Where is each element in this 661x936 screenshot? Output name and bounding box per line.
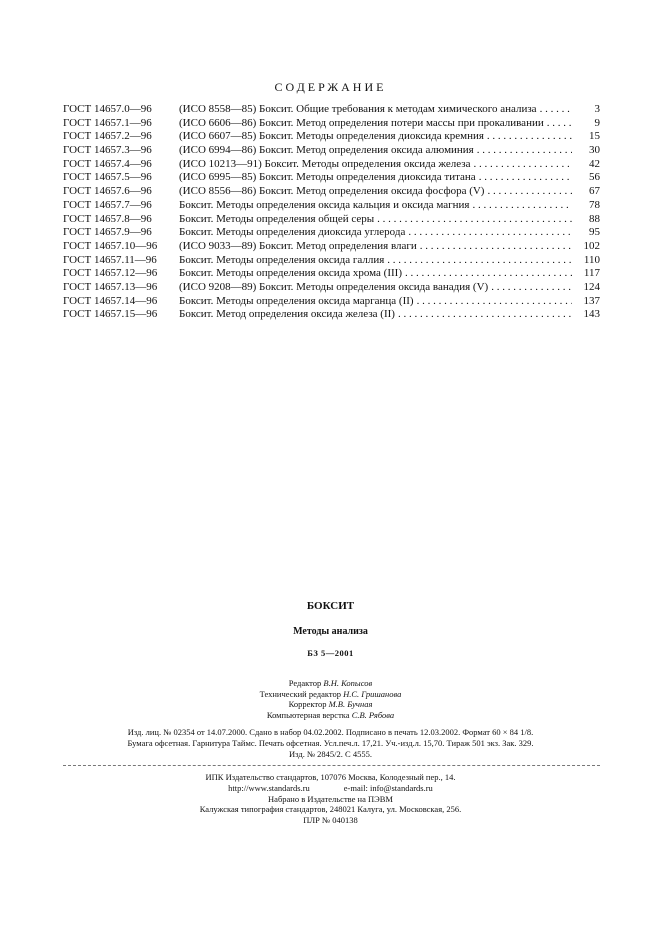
toc-entry-standard: ГОСТ 14657.8—96: [63, 212, 152, 225]
printing-house: Калужская типография стандартов, 248021 Калуга, ул. Московская, 256.: [199, 804, 462, 815]
toc-entry-page: 95: [589, 226, 600, 239]
toc-entry: [63, 130, 600, 144]
colophon-subtitle: Методы анализа: [293, 626, 368, 637]
printer-info: [0, 772, 661, 826]
toc-entry: [63, 158, 600, 172]
toc-entry-title: (ИСО 6994—86) Боксит. Метод определения оксида алюминия: [179, 144, 474, 157]
publication-line: Изд. лиц. № 02354 от 14.07.2000. Сдано в набор 04.02.2002. Подписано в печать 12.03.2002. Формат 60 × 84 1/8.: [127, 727, 534, 737]
toc-entry-standard: ГОСТ 14657.10—96: [63, 239, 158, 252]
toc-entry: [63, 267, 600, 281]
toc-entry-standard: ГОСТ 14657.5—96: [63, 171, 152, 184]
toc-entry-title: (ИСО 8556—86) Боксит. Метод определения оксида фосфора (V): [179, 185, 485, 198]
credit-role: Компьютерная верстка: [266, 709, 350, 720]
credit-line: [0, 710, 661, 721]
toc-entry: [63, 185, 600, 199]
publisher-contacts: [0, 783, 661, 794]
toc-entry-page: 143: [583, 308, 600, 321]
credit-name: Н.С. Гришанова: [343, 688, 402, 699]
publisher-email[interactable]: e-mail: info@standards.ru: [343, 782, 433, 793]
credit-role: Технический редактор: [259, 688, 341, 699]
toc-entry-page: 42: [589, 157, 600, 170]
toc-list: [63, 103, 600, 322]
credit-line: [0, 689, 661, 700]
toc-entry: [63, 308, 600, 322]
divider: [63, 765, 600, 766]
toc-entry-title: Боксит. Методы определения диоксида углерода: [179, 226, 406, 239]
publication-info: [0, 727, 661, 759]
toc-entry-page: 30: [589, 144, 600, 157]
colophon-title: БОКСИТ: [306, 600, 355, 612]
credit-name: М.В. Бучная: [328, 699, 373, 710]
toc-entry: [63, 240, 600, 254]
toc-entry-standard: ГОСТ 14657.6—96: [63, 185, 152, 198]
publisher-address: ИПК Издательство стандартов, 107076 Москва, Колодезный пер., 14.: [205, 772, 456, 782]
toc-entry-standard: ГОСТ 14657.14—96: [63, 294, 158, 307]
toc-entry-standard: ГОСТ 14657.0—96: [63, 103, 152, 115]
toc-entry-page: 117: [583, 267, 600, 280]
toc-entry-title: (ИСО 8558—85) Боксит. Общие требования к методам химического анализа: [179, 103, 537, 115]
toc-entry-page: 88: [589, 212, 600, 225]
toc-entry: [63, 199, 600, 213]
toc-entry-title: (ИСО 6607—85) Боксит. Методы определения диоксида кремния: [179, 130, 484, 143]
colophon-bz: БЗ 5—2001: [307, 648, 354, 658]
toc-entry-title: Боксит. Метод определения оксида железа (II): [179, 308, 395, 321]
toc-entry: [63, 144, 600, 158]
toc-entry-title: Боксит. Методы определения оксида кальция и оксида магния: [179, 198, 470, 211]
toc-entry: [63, 254, 600, 268]
publication-line: Изд. № 2845/2. С 4555.: [289, 748, 372, 759]
toc-entry-page: 67: [589, 185, 600, 198]
toc-entry-standard: ГОСТ 14657.3—96: [63, 144, 152, 157]
toc-entry-title: Боксит. Методы определения общей серы: [179, 212, 375, 225]
toc-entry-title: Боксит. Методы определения оксида марганца (II): [179, 294, 414, 307]
toc-entry: [63, 117, 600, 131]
toc-entry: [63, 103, 600, 117]
toc-entry-standard: ГОСТ 14657.2—96: [63, 130, 152, 143]
toc-entry-title: (ИСО 9033—89) Боксит. Метод определения влаги: [179, 239, 417, 252]
toc-entry: [63, 213, 600, 227]
toc-entry-standard: ГОСТ 14657.13—96: [63, 280, 158, 293]
credit-line: [0, 699, 661, 710]
toc-entry-standard: ГОСТ 14657.9—96: [63, 226, 152, 239]
toc-entry-page: 3: [594, 103, 600, 115]
plr-number: ПЛР № 040138: [303, 815, 358, 826]
toc-entry: [63, 226, 600, 240]
toc-entry: [63, 281, 600, 295]
toc-entry-page: 137: [583, 294, 600, 307]
toc-entry-title: Боксит. Методы определения оксида галлия: [179, 253, 385, 266]
credit-role: Редактор: [288, 678, 322, 688]
credit-name: С.В. Рябова: [351, 709, 395, 720]
publication-line: Бумага офсетная. Гарнитура Таймс. Печать офсетная. Усл.печ.л. 17,21. Уч.-изд.л. 15,70. Тираж 501 экз. Зак. 329.: [127, 737, 534, 748]
toc-entry-page: 56: [589, 171, 600, 184]
toc-entry-title: (ИСО 9208—89) Боксит. Методы определения оксида ванадия (V): [179, 280, 489, 293]
toc-entry-standard: ГОСТ 14657.11—96: [63, 253, 157, 266]
toc-entry-page: 110: [583, 253, 600, 266]
toc-entry-title: (ИСО 6606—86) Боксит. Метод определения потери массы при прокаливании: [179, 116, 544, 129]
toc-entry-page: 9: [594, 116, 600, 129]
toc-entry-standard: ГОСТ 14657.1—96: [63, 116, 152, 129]
typeset-note: Набрано в Издательстве на ПЭВМ: [268, 793, 393, 804]
toc-entry-page: 15: [589, 130, 600, 143]
toc-entry: [63, 295, 600, 309]
toc-entry-standard: ГОСТ 14657.12—96: [63, 267, 158, 280]
credits: [0, 678, 661, 720]
credit-line: [0, 678, 661, 689]
toc-entry-standard: ГОСТ 14657.4—96: [63, 157, 152, 170]
credit-name: В.Н. Копысов: [323, 678, 373, 688]
publisher-website[interactable]: http://www.standards.ru: [228, 782, 310, 793]
toc-entry: [63, 171, 600, 185]
toc-entry-title: (ИСО 10213—91) Боксит. Методы определения оксида железа: [179, 157, 471, 170]
toc-entry-title: (ИСО 6995—85) Боксит. Методы определения диоксида титана: [179, 171, 476, 184]
credit-role: Корректор: [288, 699, 327, 710]
toc-entry-standard: ГОСТ 14657.15—96: [63, 308, 158, 321]
toc-entry-page: 102: [583, 239, 600, 252]
toc-entry-page: 78: [589, 198, 600, 211]
toc-entry-standard: ГОСТ 14657.7—96: [63, 198, 152, 211]
toc-entry-page: 124: [583, 280, 600, 293]
toc-entry-title: Боксит. Методы определения оксида хрома (III): [179, 267, 402, 280]
toc-title: СОДЕРЖАНИЕ: [274, 80, 387, 94]
